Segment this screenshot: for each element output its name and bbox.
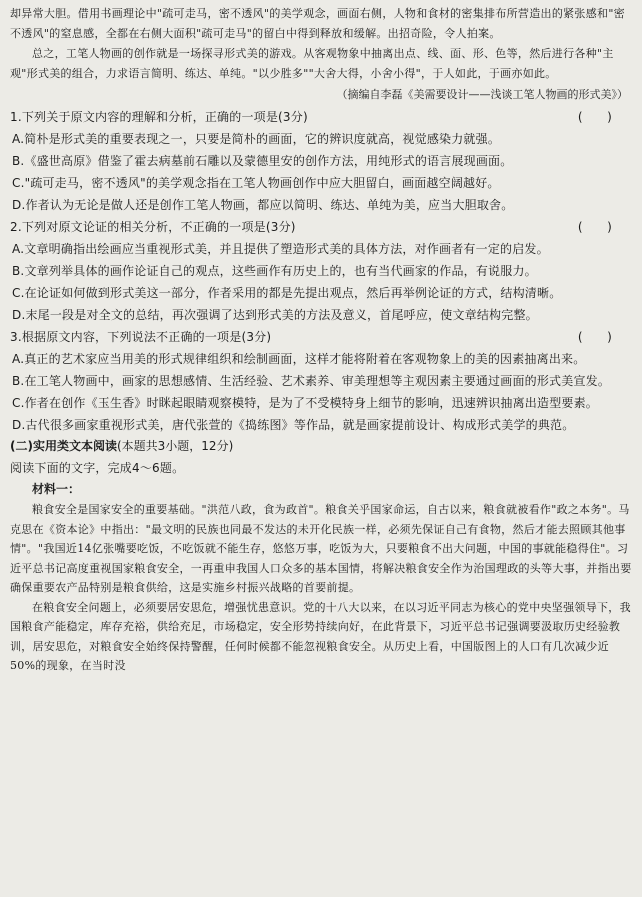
option-c: C.在论证如何做到形式美这一部分，作者采用的都是先提出观点，然后再举例论证的方式，结构清晰。: [12, 286, 562, 300]
section-heading: [10, 436, 634, 457]
question-stem-row: [10, 326, 634, 348]
section-instruction: 阅读下面的文字，完成4～6题。: [10, 461, 185, 475]
option-b: B.《盛世高原》借鉴了霍去病墓前石雕以及蒙德里安的创作方法，用纯形式的语言展现画面。: [12, 154, 513, 168]
question-stem-row: [10, 216, 634, 238]
question-stem: 1.下列关于原文内容的理解和分析，正确的一项是(3分): [10, 110, 308, 124]
question-stem: 3.根据原文内容，下列说法不正确的一项是(3分): [10, 330, 272, 344]
option-d: D.末尾一段是对全文的总结，再次强调了达到形式美的方法及意义，首尾呼应，使文章结构完整。: [12, 308, 538, 322]
answer-bracket: ( ): [577, 330, 612, 344]
section-note: (本题共3小题，12分): [116, 439, 234, 453]
question-stem: 2.下列对原文论证的相关分析，不正确的一项是(3分): [10, 220, 296, 234]
option-b: B.文章列举具体的画作论证自己的观点，这些画作有历史上的，也有当代画家的作品，有说服力。: [12, 264, 537, 278]
answer-bracket: ( ): [577, 110, 612, 124]
option-d: D.作者认为无论是做人还是创作工笔人物画，都应以简明、练达、单纯为美，应当大胆取舍。: [12, 198, 514, 212]
option-a: A.文章明确指出绘画应当重视形式美，并且提供了塑造形式美的具体方法，对作画者有一定的启发。: [12, 242, 549, 256]
passage-paragraph: 总之，工笔人物画的创作就是一场探寻形式美的游戏。从客观物象中抽离出点、线、面、形、色等，然后进行各种"主观"形式美的组合，力求语言简明、练达、单纯。"以少胜多""大舍大得，小舍小得"，于人如此，于画亦如此。: [10, 47, 614, 80]
answer-bracket: ( ): [577, 220, 612, 234]
option-c: C.作者在创作《玉生香》时眯起眼睛观察模特，是为了不受模特身上细节的影响，迅速辨识抽离出造型要素。: [12, 396, 598, 410]
passage-paragraph: 却异常大胆。借用书画理论中"疏可走马，密不透风"的美学观念，画面右侧，人物和食材的密集排布所营造出的紧张感和"密不透风"的窒息感，全都在右侧大面积"疏可走马"的留白中得到释放和缓解。出招奇险，令人拍案。: [10, 7, 625, 40]
section-title: (二)实用类文本阅读: [10, 439, 117, 453]
question-1: [10, 106, 634, 216]
passage-source: （摘编自李磊《美需要设计——浅谈工笔人物画的形式美》）: [336, 88, 628, 101]
material-paragraph: 在粮食安全问题上，必须要居安思危，增强忧患意识。党的十八大以来，在以习近平同志为核心的党中央坚强领导下，我国粮食产能稳定，库存充裕，供给充足，市场稳定，安全形势持续向好，在此背景下，习近平总书记强调要汲取历史经验教训，居安思危，对粮食安全始终保持警醒，任何时候都不能忽视粮食安全。从历史上看，中国版图上的人口有几次减少近50%的现象，在当时没: [10, 600, 631, 672]
option-a: A.简朴是形式美的重要表现之一，只要是简朴的画面，它的辨识度就高，视觉感染力就强。: [12, 132, 501, 146]
question-stem-row: [10, 106, 634, 128]
question-2: [10, 216, 634, 326]
option-a: A.真正的艺术家应当用美的形式规律组织和绘制画面，这样才能将附着在客观物象上的美的因素抽离出来。: [12, 352, 586, 366]
material-paragraph: 粮食安全是国家安全的重要基础。"洪范八政，食为政首"。粮食关乎国家命运，自古以来，粮食就被看作"政之本务"。马克思在《资本论》中指出："最文明的民族也同最不发达的未开化民族一样，必须先保证自己有食物，然后才能去照顾其他事情"。"我国近14亿张嘴要吃饭，不吃饭就不能生存，悠悠万事，吃饭为大，只要粮食不出大问题，中国的事就能稳得住"。习近平总书记高度重视国家粮食安全，一再重申我国人口众多的基本国情，将解决粮食安全作为治国理政的头等大事，并指出要确保重要农产品特别是粮食供给，这是实施乡村振兴战略的首要前提。: [10, 503, 632, 594]
material-label: 材料一：: [32, 482, 81, 496]
option-c: C."疏可走马，密不透风"的美学观念指在工笔人物画创作中应大胆留白，画面越空阔越好。: [12, 176, 500, 190]
question-3: [10, 326, 634, 436]
option-b: B.在工笔人物画中，画家的思想感情、生活经验、艺术素养、审美理想等主观因素主要通过画面的形式美宣发。: [12, 374, 611, 388]
option-d: D.古代很多画家重视形式美，唐代张萱的《捣练图》等作品，就是画家提前设计、构成形式美学的典范。: [12, 418, 575, 432]
